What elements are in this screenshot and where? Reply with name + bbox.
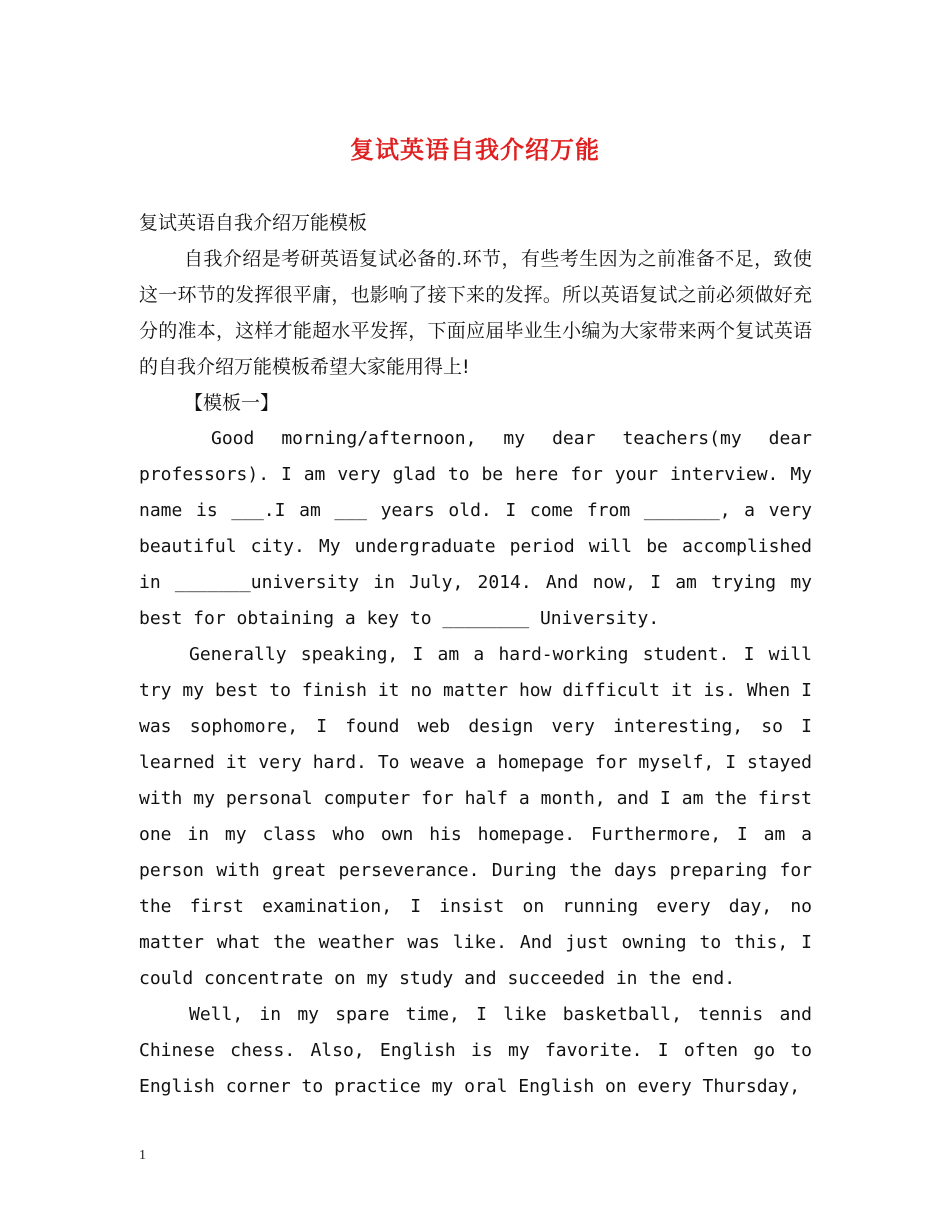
paragraph-2: Generally speaking, I am a hard-working student. I will try my best to finish it no matter how difficult it is. When I was sophomore, I found web design very interesting, so I learned it very hard. To weave a homepage for myself, I stayed with my personal computer for half a month, and I am the first one in my class who own his homepage. Furthermore, I am a person with great perseverance. During the days preparing for the first examination, I insist on running every day, no matter what the weather was like. And just owning to this, I could concentrate on my study and succeeded in the end. xyxy=(139,644,812,989)
page-number: 1 xyxy=(139,1148,146,1163)
document-body xyxy=(139,205,812,1105)
paragraph-3: Well, in my spare time, I like basketball, tennis and Chinese chess. Also, English is my favorite. I often go to English corner to practice my oral English on every Thursday, xyxy=(139,1004,812,1097)
document-title: 复试英语自我介绍万能 xyxy=(350,136,600,164)
paragraph-1: Good morning/afternoon, my dear teachers(my dear professors). I am very glad to be here for your interview. My name is ___.I am ___ years old. I come from _______, a very beautiful city. My undergraduate period will be accomplished in _______university in July, 2014. And now, I am trying my best for obtaining a key to ________ University. xyxy=(139,428,812,629)
subtitle: 复试英语自我介绍万能模板 xyxy=(139,212,368,234)
intro-paragraph: 自我介绍是考研英语复试必备的.环节，有些考生因为之前准备不足，致使这一环节的发挥很平庸，也影响了接下来的发挥。所以英语复试之前必须做好充分的准本，这样才能超水平发挥，下面应届毕业生小编为大家带来两个复试英语的自我介绍万能模板希望大家能用得上! xyxy=(139,248,812,378)
template-label: 【模板一】 xyxy=(184,392,280,414)
